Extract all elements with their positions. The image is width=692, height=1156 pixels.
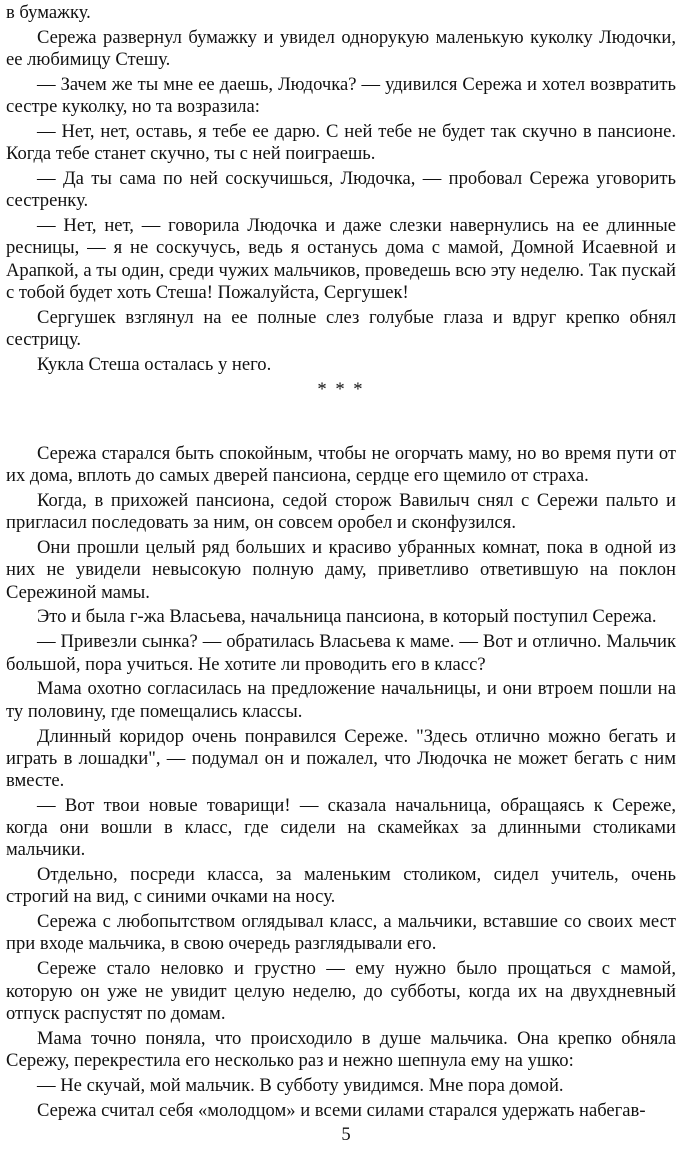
paragraph: Сереже стало неловко и грустно — ему нужно было прощаться с мамой, которую он уже не увидит целую неделю, до субботы, когда их на двухдневный отпуск распустят по домам.: [6, 958, 676, 1024]
paragraph: Длинный коридор очень понравился Сереже. "Здесь отлично можно бегать и играть в лошадки", — подумал он и пожалел, что Людочка не может бегать с ним вместе.: [6, 725, 676, 791]
paragraph: Мама охотно согласилась на предложение начальницы, и они втроем пошли на ту половину, где помещались классы.: [6, 678, 676, 722]
paragraph: Они прошли целый ряд больших и красиво убранных комнат, пока в одной из них не увидели невысокую полную даму, приветливо ответившую на поклон Сережиной мамы.: [6, 537, 676, 603]
paragraph: Сережа с любопытством оглядывал класс, а мальчики, вставшие со своих мест при входе мальчика, в свою очередь разглядывали его.: [6, 911, 676, 955]
paragraph: Отдельно, посреди класса, за маленьким столиком, сидел учитель, очень строгий на вид, с синими очками на носу.: [6, 864, 676, 908]
book-page-text: [6, 2, 676, 1124]
paragraph: — Да ты сама по ней соскучишься, Людочка, — пробовал Сережа уговорить сестренку.: [6, 168, 676, 212]
paragraph: Сергушек взглянул на ее полные слез голубые глаза и вдруг крепко обнял сестрицу.: [6, 306, 676, 350]
paragraph: Сережа развернул бумажку и увидел однорукую маленькую куколку Людочки, ее любимицу Стешу.: [6, 26, 676, 71]
paragraph: Это и была г-жа Власьева, начальница пансиона, в который поступил Сережа.: [37, 606, 657, 628]
paragraph-continuation: в бумажку.: [6, 2, 91, 23]
paragraph: — Нет, нет, — говорила Людочка и даже слезки навернулись на ее длинные ресницы, — я не соскучусь, ведь я останусь дома с мамой, Домной Исаевной и Арапкой, а ты один, среди чужих мальчиков, проведешь всю эту неделю. Так пускай с тобой будет хоть Стеша! Пожалуйста, Сергушек!: [6, 215, 676, 303]
paragraph: Кукла Стеша осталась у него.: [37, 353, 272, 375]
paragraph: — Зачем же ты мне ее даешь, Людочка? — удивился Сережа и хотел возвратить сестре куколку, но та возразила:: [6, 73, 676, 118]
paragraph: — Нет, нет, оставь, я тебе ее дарю. С ней тебе не будет так скучно в пансионе. Когда тебе станет скучно, ты с ней поиграешь.: [6, 121, 676, 165]
paragraph: Когда, в прихожей пансиона, седой сторож Вавилыч снял с Сережи пальто и пригласил последовать за ним, он совсем оробел и сконфузился.: [6, 490, 676, 534]
page-number: 5: [341, 1124, 351, 1145]
paragraph: Сережа считал себя «молодцом» и всеми силами старался удержать набегав-: [37, 1099, 646, 1121]
section-separator: * * *: [317, 378, 365, 400]
paragraph: Сережа старался быть спокойным, чтобы не огорчать маму, но во время пути от их дома, вплоть до самых дверей пансиона, сердце его щемило от страха.: [6, 442, 676, 487]
paragraph: Мама точно поняла, что происходило в душе мальчика. Она крепко обняла Сережу, перекрестила его несколько раз и нежно шепнула ему на ушко:: [6, 1027, 676, 1071]
paragraph: — Привезли сынка? — обратилась Власьева к маме. — Вот и отлично. Мальчик большой, пора учиться. Не хотите ли проводить его в класс?: [6, 631, 676, 675]
paragraph: — Вот твои новые товарищи! — сказала начальница, обращаясь к Сереже, когда они вошли в класс, где сидели на скамейках за длинными столиками мальчики.: [6, 794, 676, 861]
paragraph: — Не скучай, мой мальчик. В субботу увидимся. Мне пора домой.: [37, 1074, 564, 1096]
